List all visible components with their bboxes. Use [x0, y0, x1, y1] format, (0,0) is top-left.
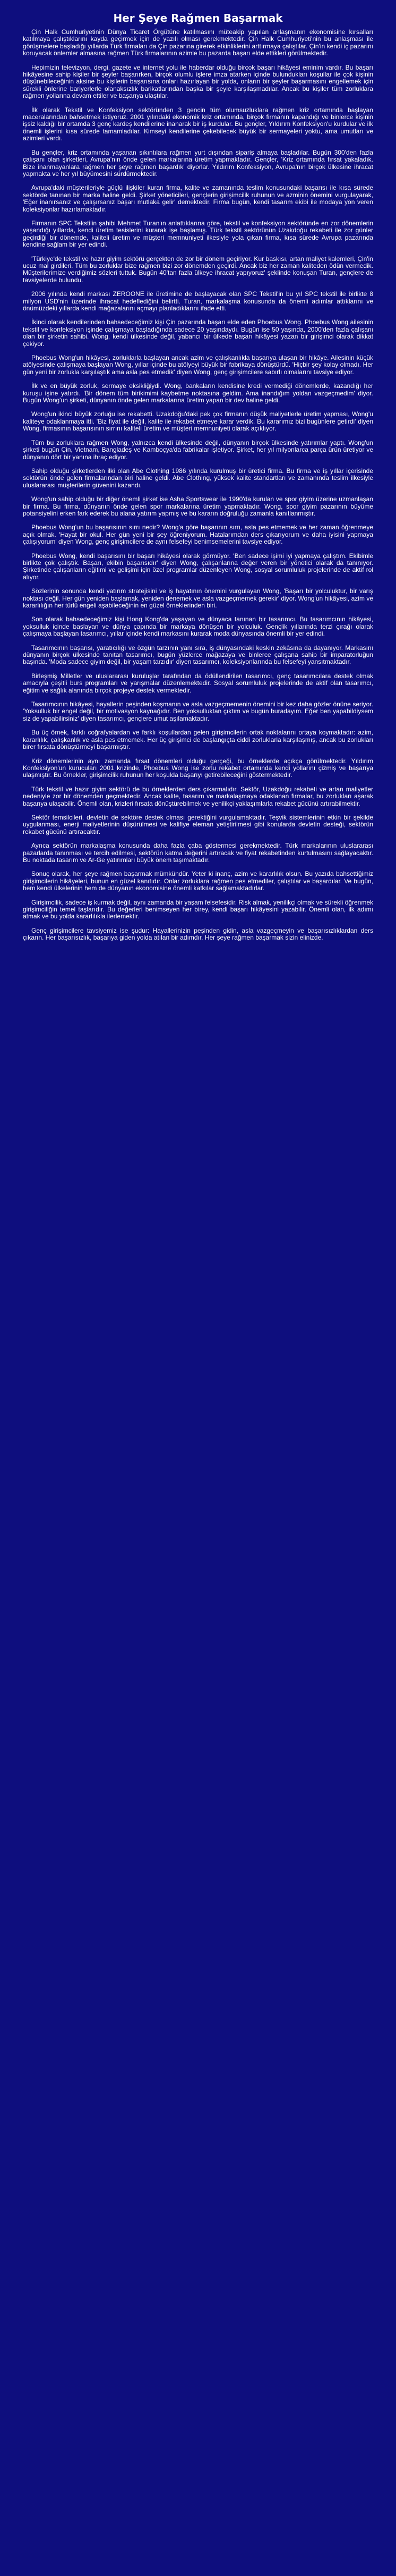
article-paragraph: Phoebus Wong, kendi başarısını bir başarı hikâyesi olarak görmüyor. 'Ben sadece işimi iyi yapmaya çalıştım. Ekibimle birlikte çok çalıştık. Başarı, ekibin başarısıdır' diyen Wong, çalışanlarına değer veren bir yönetici olarak da tanınıyor. Şirketinde çalışanların eğitimi ve gelişimi için özel programlar düzenleyen Wong, sosyal sorumluluk projelerinde de aktif rol alıyor.	[23, 552, 373, 581]
article-paragraph: İlk olarak Tekstil ve Konfeksiyon sektöründen 3 gencin tüm olumsuzluklara rağmen kriz ortamında başlayan maceralarından bahsetmek istiyoruz. 2001 yılındaki ekonomik kriz ortamında, birçok firmanın kapandığı ve binlerce kişinin işsiz kaldığı bir ortamda 3 genç kardeş kendilerine inanarak bir iş kurdular. Bu gençler, Yıldırım Konfeksiyon'u kurdular ve ilk önemli işlerini kısa sürede tamamladılar. Kimseyi kendilerine çekebilecek büyük bir sermayeleri yoktu, ama umutları ve azimleri vardı.	[23, 106, 373, 142]
article-paragraph: Kriz dönemlerinin aynı zamanda fırsat dönemleri olduğu gerçeği, bu örneklerde açıkça görülmektedir. Yıldırım Konfeksiyon'un kurucuları 2001 krizinde, Phoebus Wong ise zorlu rekabet ortamında kendi yollarını çizmiş ve başarıya ulaşmıştır. Bu örnekler, girişimcilik ruhunun her koşulda başarıyı getirebileceğini göstermektedir.	[23, 757, 373, 779]
article-paragraph: Sözlerinin sonunda kendi yatırım stratejisini ve iş hayatının önemini vurgulayan Wong, 'Başarı bir yolculuktur, bir varış noktası değil. Her gün yeniden başlamak, yeniden denemek ve asla vazgeçmemek gerekir' diyor. Wong'un hikâyesi, azim ve kararlılığın her türlü engeli aşabileceğinin en güzel örneklerinden biri.	[23, 587, 373, 609]
article-paragraph: Phoebus Wong'un bu başarısının sırrı nedir? Wong'a göre başarının sırrı, asla pes etmemek ve her zaman öğrenmeye açık olmak. 'Hayat bir okul. Her gün yeni bir şey öğreniyorum. Hatalarımdan ders çıkarıyorum ve daha iyisini yapmaya çalışıyorum' diyen Wong, genç girişimcilere de aynı felsefeyi benimsemelerini tavsiye ediyor.	[23, 523, 373, 546]
article-paragraph: Bu gençler, kriz ortamında yaşanan sıkıntılara rağmen yurt dışından sipariş almaya başladılar. Bugün 300'den fazla çalışanı olan şirketleri, Avrupa'nın önde gelen markalarına üretim yapmaktadır. Gençler, 'Kriz ortamında fırsat yakaladık. Bize inanmayanlara rağmen her şeye rağmen başardık' diyorlar. Yıldırım Konfeksiyon, Avrupa'nın birçok ülkesine ihracat yapmakta ve her yıl büyümesini sürdürmektedir.	[23, 148, 373, 178]
article-paragraph: Son olarak bahsedeceğimiz kişi Hong Kong'da yaşayan ve dünyaca tanınan bir tasarımcı. Bu tasarımcının hikâyesi, yoksulluk içinde başlayan ve dünya çapında bir markaya dönüşen bir yolculuk. Gençlik yıllarında terzi çırağı olarak çalışmaya başlayan tasarımcı, yıllar içinde kendi markasını kurarak moda dünyasında önemli bir yer edindi.	[23, 615, 373, 638]
article-paragraph: Sahip olduğu şirketlerden ilki olan Abe Clothing 1986 yılında kurulmuş bir üretici firma. Bu firma ve iş yıllar içerisinde sektörün önde gelen firmalarından biri haline geldi. Abe Clothing, yüksek kalite standartları ve zamanında teslim ilkesiyle uluslararası müşterilerin güvenini kazandı.	[23, 467, 373, 489]
article-paragraph: Phoebus Wong'un hikâyesi, zorluklarla başlayan ancak azim ve çalışkanlıkla başarıya ulaşan bir hikâye. Ailesinin küçük atölyesinde çalışmaya başlayan Wong, yıllar içinde bu atölyeyi büyük bir fabrikaya dönüştürdü. 'Hiçbir şey kolay olmadı. Her gün yeni bir zorlukla karşılaştık ama asla pes etmedik' diyen Wong, genç girişimcilere sabırlı olmalarını tavsiye ediyor.	[23, 354, 373, 376]
article-paragraph: Türk tekstil ve hazır giyim sektörü de bu örneklerden ders çıkarmalıdır. Sektör, Uzakdoğu rekabeti ve artan maliyetler nedeniyle zor bir dönemden geçmektedir. Ancak kalite, tasarım ve markalaşmaya odaklanan firmalar, bu zorlukları aşarak başarıya ulaşabilir. Önemli olan, krizleri fırsata dönüştürebilmek ve yenilikçi yaklaşımlarla rekabet gücünü artırabilmektir.	[23, 785, 373, 807]
article-paragraph: Tasarımcının başarısı, yaratıcılığı ve özgün tarzının yanı sıra, iş dünyasındaki keskin zekâsına da dayanıyor. Markasını dünyanın birçok ülkesinde tanıtan tasarımcı, bugün yüzlerce mağazaya ve binlerce çalışana sahip bir imparatorluğun başında. 'Moda sadece giyim değil, bir yaşam tarzıdır' diyen tasarımcı, koleksiyonlarında bu felsefeyi yansıtmaktadır.	[23, 644, 373, 666]
article-paragraph: İlk ve en büyük zorluk, sermaye eksikliğiydi. Wong, bankaların kendisine kredi vermediği dönemlerde, kazandığı her kuruşu işine yatırdı. 'Bir dönem tüm birikimimi kaybetme noktasına geldim. Ama inandığım yoldan vazgeçmedim' diyor. Bugün Wong'un şirketi, dünyanın önde gelen markalarına üretim yapan bir dev haline geldi.	[23, 382, 373, 404]
article-paragraph: Avrupa'daki müşterileriyle güçlü ilişkiler kuran firma, kalite ve zamanında teslim konusundaki başarısı ile kısa sürede sektörde tanınan bir marka haline geldi. Şirket yöneticileri, gençlerin girişimcilik ruhunun ve azminin önemini vurgulayarak, 'Eğer inanırsanız ve çalışırsanız başarı mutlaka gelir' demektedir. Firma bugün, kendi tasarım ekibi ile modaya yön veren koleksiyonlar hazırlamaktadır.	[23, 184, 373, 213]
article-paragraph: Girişimcilik, sadece iş kurmak değil, aynı zamanda bir yaşam felsefesidir. Risk almak, yenilikçi olmak ve sürekli öğrenmek girişimciliğin temel taşlarıdır. Bu değerleri benimseyen her birey, kendi başarı hikâyesini yazabilir. Önemli olan, ilk adımı atmak ve bu yolda kararlılıkla ilerlemektir.	[23, 898, 373, 920]
article-paragraph: Hepimizin televizyon, dergi, gazete ve internet yolu ile haberdar olduğu birçok başarı hikâyesi eminim vardır. Bu başarı hikâyesine sahip kişiler bir şeyler başarırken, birçok olumlu işlere imza atarken içinde bulundukları koşullar ile çok kişinin düşünebileceğinin aksine bu kişilerin başarısına onları hazırlayan bir yolda, onların bir şeyler başarmasını engellemek için sürekli önlerine bariyerlerle olanaksızlık barikatlarından başka bir şeyle karşılaşmadılar. Ancak bu kişiler tüm zorluklara rağmen yollarına devam ettiler ve başarıya ulaştılar.	[23, 63, 373, 100]
article-paragraph: Sektör temsilcileri, devletin de sektöre destek olması gerektiğini vurgulamaktadır. Teşvik sistemlerinin etkin bir şekilde uygulanması, enerji maliyetlerinin düşürülmesi ve kalifiye eleman yetiştirilmesi gibi konularda devletin desteği, sektörün rekabet gücünü artıracaktır.	[23, 813, 373, 835]
article-paragraph: Birleşmiş Milletler ve uluslararası kuruluşlar tarafından da ödüllendirilen tasarımcı, genç tasarımcılara destek olmak amacıyla çeşitli burs programları ve yarışmalar düzenlemektedir. Sosyal sorumluluk projelerinde de aktif olan tasarımcı, eğitim ve sağlık alanında birçok projeye destek vermektedir.	[23, 672, 373, 694]
article-paragraph: Bu üç örnek, farklı coğrafyalardan ve farklı koşullardan gelen girişimcilerin ortak noktalarını ortaya koymaktadır: azim, kararlılık, çalışkanlık ve asla pes etmemek. Her üç girişimci de başlangıçta ciddi zorluklarla karşılaşmış, ancak bu zorlukları birer fırsata dönüştürmeyi başarmıştır.	[23, 729, 373, 751]
article-title: Her Şeye Rağmen Başarmak	[113, 12, 283, 24]
article-paragraph: Firmanın SPC Tekstilin şahibi Mehmet Turan'ın anlattıklarına göre, tekstil ve konfeksiyon sektöründe en zor dönemlerin yaşandığı yıllarda, kendi üretim tesislerini kurarak işe başlamış. Türk tekstil sektörünün Uzakdoğu rekabeti ile zor günler geçirdiği bir dönemde, kaliteli üretim ve müşteri memnuniyeti ilkesiyle yola çıkan firma, kısa sürede Avrupa pazarında kendine sağlam bir yer edindi.	[23, 219, 373, 249]
article-paragraph: Wong'un ikinci büyük zorluğu ise rekabetti. Uzakdoğu'daki pek çok firmanın düşük maliyetlerle üretim yapması, Wong'u kaliteye odaklanmaya itti. 'Biz fiyat ile değil, kalite ile rekabet etmeye karar verdik. Bu kararımız bizi bugünlere getirdi' diyen Wong, firmasının başarısının sırrını kaliteli üretim ve müşteri memnuniyeti olarak açıklıyor.	[23, 410, 373, 433]
article-paragraph: Sonuç olarak, her şeye rağmen başarmak mümkündür. Yeter ki inanç, azim ve kararlılık olsun. Bu yazıda bahsettiğimiz girişimcilerin hikâyeleri, bunun en güzel kanıtıdır. Onlar zorluklara rağmen pes etmediler, çalıştılar ve başardılar. Ve bugün, hem kendi ülkelerinin hem de dünyanın ekonomisine önemli katkılar sağlamaktadırlar.	[23, 870, 373, 892]
article-paragraph: 'Türkiye'de tekstil ve hazır giyim sektörü gerçekten de zor bir dönem geçiriyor. Kur baskısı, artan maliyet kalemleri, Çin'in ucuz mal girdileri. Tüm bu zorluklar bize rağmen bizi zor dönemden geçirdi. Ancak biz her zaman kaliteden ödün vermedik. Müşterilerimize verdiğimiz sözleri tuttuk. Bugün 40'tan fazla ülkeye ihracat yapıyoruz' şeklinde konuşan Turan, gençlere de tavsiyelerde bulundu.	[23, 255, 373, 284]
article-paragraph: Tüm bu zorluklara rağmen Wong, yalnızca kendi ülkesinde değil, dünyanın birçok ülkesinde yatırımlar yaptı. Wong'un şirketi bugün Çin, Vietnam, Bangladeş ve Kamboçya'da fabrikalar işletiyor. Şirket, her yıl milyonlarca parça ürün üretiyor ve dünyanın dört bir yanına ihraç ediyor.	[23, 438, 373, 461]
article-paragraph: Genç girişimcilere tavsiyemiz ise şudur: Hayallerinizin peşinden gidin, asla vazgeçmeyin ve başarısızlıklardan ders çıkarın. Her başarısızlık, başarıya giden yolda atılan bir adımdır. Her şeye rağmen başarmak sizin elinizde.	[23, 926, 373, 942]
article-paragraph: 2006 yılında kendi markası ZEROONE ile üretimine de başlayacak olan SPC Tekstil'in bu yıl SPC tekstil ile birlikte 8 milyon USD'nin üzerinde ihracat hedeflediğini belirtti. Turan, markalaşma konusunda da önemli adımlar attıklarını ve önümüzdeki yıllarda kendi mağazalarını açmayı planladıklarını ifade etti.	[23, 290, 373, 312]
article-body	[23, 29, 373, 942]
article-paragraph: Çin Halk Cumhuriyetinin Dünya Ticaret Örgütüne katılmasını müteakip yapılan anlaşmanın ekonomisine kırsalları katılmaya çalıştıklarını kayda geçirmek için de yazılı olması gerekmektedir. Çin Halk Cumhuriyeti'nin bu anlaşması ile görüşmelere başladığı yıllarda Türk firmaları da Çin pazarına girerek etkinliklerini arttırmaya çalıştılar. Çin'in kendi iç pazarını koruyacak önlemler almasına rağmen Türk firmalarının azimle bu pazarda başarı elde ettikleri görülmektedir.	[23, 28, 373, 57]
article-paragraph: İkinci olarak kendilerinden bahsedeceğimiz kişi Çin pazarında başarı elde eden Phoebus Wong. Phoebus Wong ailesinin tekstil ve konfeksiyon işinde çalışmaya başladığında sadece 20 yaşındaydı. Bugün ise 50 yaşında, 2000'den fazla çalışanı olan bir şirketin sahibi. Wong, kendi ülkesinde değil, yabancı bir ülkede başarı hikâyesi yazan bir girişimci olarak dikkat çekiyor.	[23, 318, 373, 348]
article-paragraph: Ayrıca sektörün markalaşma konusunda daha fazla çaba göstermesi gerekmektedir. Türk markalarının uluslararası pazarlarda tanınması ve tercih edilmesi, sektörün katma değerini artıracak ve fiyat rekabetinden kurtulmasını sağlayacaktır. Bu noktada tasarım ve Ar-Ge yatırımları büyük önem taşımaktadır.	[23, 842, 373, 864]
article-paragraph: Wong'un sahip olduğu bir diğer önemli şirket ise Asha Sportswear ile 1990'da kurulan ve spor giyim üzerine uzmanlaşan bir firma. Bu firma, dünyanın önde gelen spor markalarına üretim yapmaktadır. Wong, spor giyim pazarının büyüme potansiyelini erken fark ederek bu alana yatırım yapmış ve bu kararın doğruluğu zamanla kanıtlanmıştır.	[23, 495, 373, 517]
article-paragraph: Tasarımcının hikâyesi, hayallerin peşinden koşmanın ve asla vazgeçmemenin önemini bir kez daha gözler önüne seriyor. 'Yoksulluk bir engel değil, bir motivasyon kaynağıdır. Ben yoksulluktan çıktım ve bugün buradayım. Eğer ben yapabildiysem siz de yapabilirsiniz' diyen tasarımcı, gençlere umut aşılamaktadır.	[23, 700, 373, 722]
